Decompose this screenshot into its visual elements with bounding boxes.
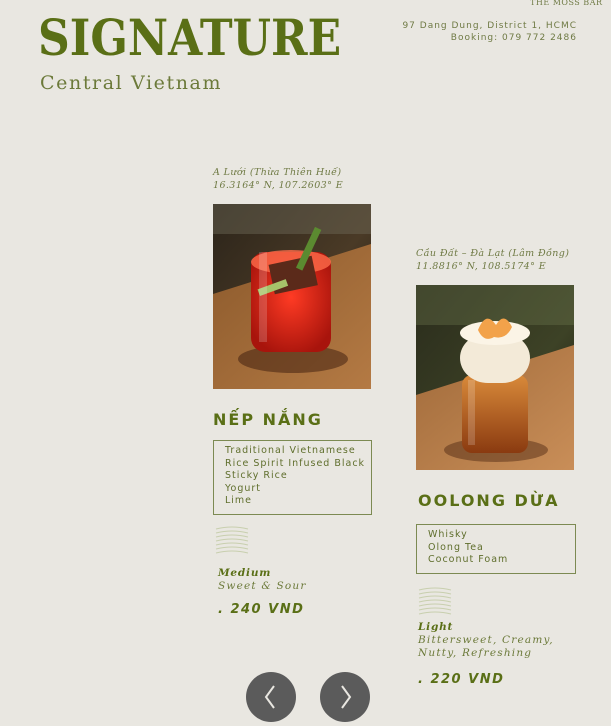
booking-text: Booking: 079 772 2486 (450, 33, 577, 43)
price-label: . 240 VND (218, 602, 305, 617)
location-name: A Lưới (Thừa Thiên Huế) (213, 167, 342, 178)
coil-icon (417, 586, 453, 622)
strength-label: Medium (218, 567, 272, 579)
location-coords: 16.3164° N, 107.2603° E (213, 180, 344, 191)
drink-name: OOLONG DỪA (418, 491, 560, 510)
page-title: SIGNATURE (38, 8, 342, 67)
ingredient-item: Rice Spirit Infused Black (225, 457, 366, 469)
next-page-button[interactable] (320, 672, 370, 722)
drink-location (416, 247, 569, 273)
coil-icon (214, 525, 250, 561)
ingredient-item: Sticky Rice (225, 470, 288, 481)
drink-name: NẾP NẮNG (213, 410, 323, 429)
ingredient-item: Yogurt (225, 482, 262, 494)
ingredients-box (213, 440, 372, 515)
drink-photo-oolong-dua (416, 285, 574, 470)
price-label: . 220 VND (418, 672, 505, 687)
ingredient-item: Olong Tea (428, 541, 484, 553)
page-subtitle: Central Vietnam (40, 72, 223, 94)
address-text: 97 Dang Dung, District 1, HCMC (402, 21, 577, 31)
ingredient-item: Traditional Vietnamese (225, 445, 356, 456)
taste-notes: Bittersweet, Creamy, Nutty, Refreshing (418, 634, 554, 659)
ingredient-item: Coconut Foam (428, 554, 509, 565)
taste-notes: Sweet & Sour (218, 580, 307, 592)
drink-photo-nep-nang (213, 204, 371, 389)
strength-label: Light (418, 621, 454, 633)
contact-info (402, 20, 577, 44)
ingredients-box (416, 524, 576, 574)
prev-page-button[interactable] (246, 672, 296, 722)
location-coords: 11.8816° N, 108.5174° E (416, 261, 547, 272)
ingredient-item: Lime (225, 495, 253, 506)
location-name: Cầu Đất – Đà Lạt (Lâm Đồng) (416, 248, 570, 259)
drink-location (213, 166, 343, 192)
ingredient-item: Whisky (428, 529, 468, 540)
brand-logo: THE MOSS BAR (530, 0, 603, 7)
